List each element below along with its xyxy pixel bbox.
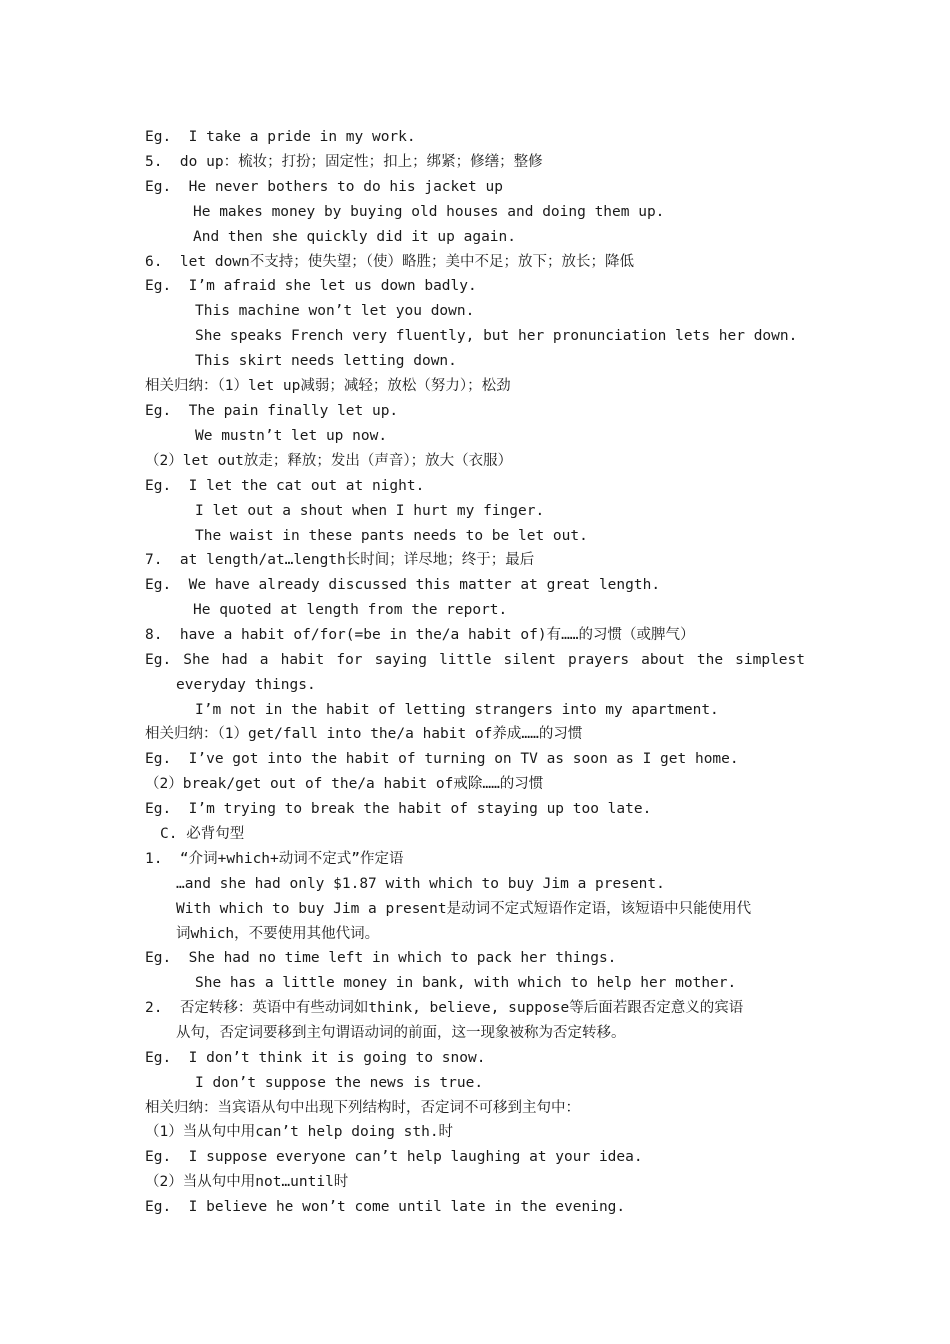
text-line: This skirt needs letting down. bbox=[195, 353, 457, 369]
text-line: 1. “介词+which+动词不定式”作定语 bbox=[145, 851, 404, 867]
text-line: Eg. We have already discussed this matter at great length. bbox=[145, 577, 661, 593]
text-line: 相关归纳：当宾语从句中出现下列结构时，否定词不可移到主句中： bbox=[145, 1100, 580, 1116]
text-line: 相关归纳：（1）get/fall into the/a habit of养成……的习惯 bbox=[145, 726, 583, 742]
text-line: And then she quickly did it up again. bbox=[193, 229, 517, 245]
text-line: We mustn’t let up now. bbox=[195, 428, 388, 444]
text-line: Eg. She had a habit for saying little silent prayers about the simplest bbox=[145, 652, 805, 668]
text-line: The waist in these pants needs to be let out. bbox=[195, 528, 588, 544]
text-line: （2）当从句中用not…until时 bbox=[145, 1174, 349, 1190]
text-line: 8. have a habit of/for(=be in the/a habit of)有……的习惯（或脾气） bbox=[145, 627, 695, 643]
section-heading: C. 必背句型 bbox=[160, 826, 245, 842]
text-line: Eg. I’m trying to break the habit of staying up too late. bbox=[145, 801, 652, 817]
text-line: everyday things. bbox=[176, 677, 316, 693]
text-line: Eg. He never bothers to do his jacket up bbox=[145, 179, 503, 195]
text-line: This machine won’t let you down. bbox=[195, 303, 475, 319]
text-line: Eg. I suppose everyone can’t help laughing at your idea. bbox=[145, 1149, 643, 1165]
text-line: （2）break/get out of the/a habit of戒除……的习惯 bbox=[145, 776, 544, 792]
text-line: I don’t suppose the news is true. bbox=[195, 1075, 484, 1091]
text-line: She has a little money in bank, with which to help her mother. bbox=[195, 975, 737, 991]
text-line: Eg. I let the cat out at night. bbox=[145, 478, 425, 494]
text-line: She speaks French very fluently, but her pronunciation lets her down. bbox=[195, 328, 798, 344]
text-line: He makes money by buying old houses and doing them up. bbox=[193, 204, 665, 220]
text-line: Eg. I believe he won’t come until late in the evening. bbox=[145, 1199, 626, 1215]
text-line: Eg. The pain finally let up. bbox=[145, 403, 399, 419]
text-line: 7. at length/at…length长时间；详尽地；终于；最后 bbox=[145, 552, 535, 568]
text-line: 5. do up：梳妆；打扮；固定性；扣上；绑紧；修缮；整修 bbox=[145, 154, 543, 170]
text-line: I’m not in the habit of letting strangers into my apartment. bbox=[195, 702, 719, 718]
text-line: Eg. I take a pride in my work. bbox=[145, 129, 416, 145]
text-line: I let out a shout when I hurt my finger. bbox=[195, 503, 545, 519]
text-line: …and she had only $1.87 with which to buy Jim a present. bbox=[176, 876, 665, 892]
text-line: Eg. She had no time left in which to pack her things. bbox=[145, 950, 617, 966]
text-line: With which to buy Jim a present是动词不定式短语作定语，该短语中只能使用代 bbox=[176, 901, 752, 917]
text-line: 相关归纳：（1）let up减弱；减轻；放松（努力）；松劲 bbox=[145, 378, 511, 394]
text-line: 词which，不要使用其他代词。 bbox=[176, 926, 380, 942]
text-line: （2）let out放走；释放；发出（声音）；放大（衣服） bbox=[145, 453, 513, 469]
text-line: Eg. I’m afraid she let us down badly. bbox=[145, 278, 477, 294]
text-line: He quoted at length from the report. bbox=[193, 602, 508, 618]
text-line: 从句，否定词要移到主句谓语动词的前面，这一现象被称为否定转移。 bbox=[176, 1025, 626, 1041]
text-line: Eg. I don’t think it is going to snow. bbox=[145, 1050, 486, 1066]
text-line: （1）当从句中用can’t help doing sth.时 bbox=[145, 1124, 454, 1140]
text-line: 2. 否定转移：英语中有些动词如think, believe, suppose等后面若跟否定意义的宾语 bbox=[145, 1000, 744, 1016]
text-line: Eg. I’ve got into the habit of turning on TV as soon as I get home. bbox=[145, 751, 739, 767]
text-line: 6. let down不支持；使失望；（使）略胜；美中不足；放下；放长；降低 bbox=[145, 254, 635, 270]
